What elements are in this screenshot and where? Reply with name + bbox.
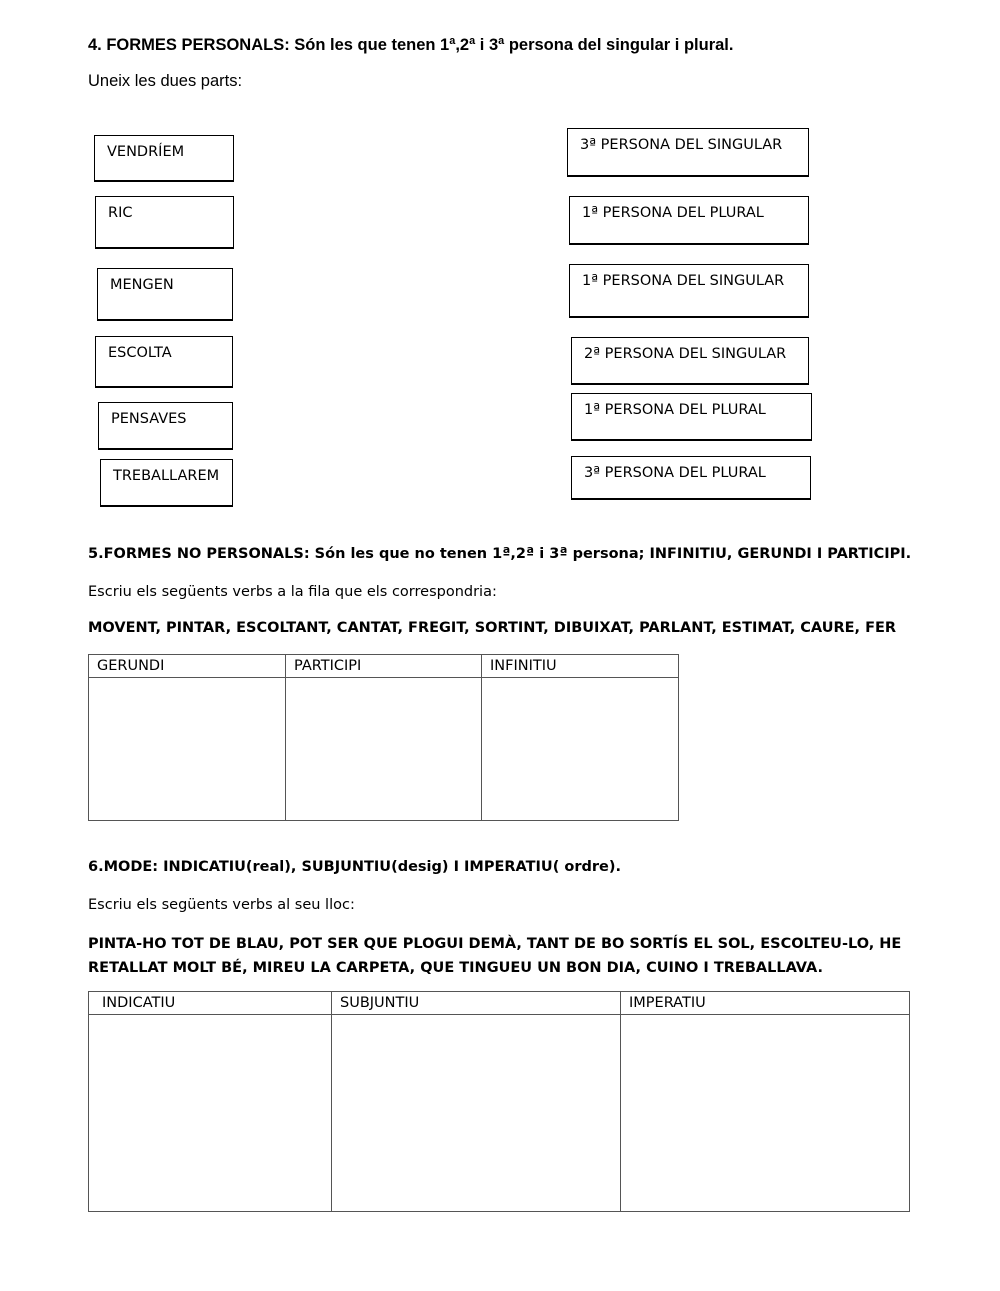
verb-box-2[interactable] bbox=[95, 196, 234, 249]
verb-label: PENSAVES bbox=[111, 411, 187, 427]
person-box-4[interactable] bbox=[571, 337, 809, 385]
table-answer-row bbox=[89, 1015, 910, 1212]
verb-box-4[interactable] bbox=[95, 336, 233, 388]
verb-label: MENGEN bbox=[110, 277, 174, 293]
person-label: 1ª PERSONA DEL PLURAL bbox=[584, 402, 766, 418]
verb-box-1[interactable] bbox=[94, 135, 234, 182]
person-label: 1ª PERSONA DEL PLURAL bbox=[582, 205, 764, 221]
verb-box-5[interactable] bbox=[98, 402, 233, 450]
section5-instruction: Escriu els següents verbs a la fila que els correspondria: bbox=[88, 584, 497, 600]
section6-instruction: Escriu els següents verbs al seu lloc: bbox=[88, 897, 355, 913]
column-header-imperatiu: IMPERATIU bbox=[621, 992, 910, 1015]
table-header-row bbox=[89, 655, 679, 678]
answer-cell-subjuntiu[interactable] bbox=[332, 1015, 621, 1212]
person-box-6[interactable] bbox=[571, 456, 811, 500]
answer-cell-gerundi[interactable] bbox=[89, 678, 286, 821]
verb-box-3[interactable] bbox=[97, 268, 233, 321]
section6-title: 6.MODE: INDICATIU(real), SUBJUNTIU(desig) I IMPERATIU( ordre). bbox=[88, 859, 621, 875]
person-label: 3ª PERSONA DEL SINGULAR bbox=[580, 137, 783, 153]
column-header-participi: PARTICIPI bbox=[286, 655, 482, 678]
verb-label: ESCOLTA bbox=[108, 345, 172, 361]
person-box-2[interactable] bbox=[569, 196, 809, 245]
verb-box-6[interactable] bbox=[100, 459, 233, 507]
verb-label: VENDRÍEM bbox=[107, 144, 185, 160]
section4-title: 4. FORMES PERSONALS: Són les que tenen 1ª,2ª i 3ª persona del singular i plural. bbox=[88, 36, 734, 54]
person-label: 2ª PERSONA DEL SINGULAR bbox=[584, 346, 787, 362]
column-header-indicatiu: INDICATIU bbox=[89, 992, 332, 1015]
person-label: 3ª PERSONA DEL PLURAL bbox=[584, 465, 766, 481]
column-header-subjuntiu: SUBJUNTIU bbox=[332, 992, 621, 1015]
section5-title: 5.FORMES NO PERSONALS: Són les que no tenen 1ª,2ª i 3ª persona; INFINITIU, GERUNDI I PARTICIPI. bbox=[88, 546, 912, 562]
section6-verb-list: PINTA-HO TOT DE BLAU, POT SER QUE PLOGUI DEMÀ, TANT DE BO SORTÍS EL SOL, ESCOLTEU-LO, HE RETALLAT MOLT BÉ, MIREU LA CARPETA, QUE TINGUEU UN BON DIA, CUINO I TREBALLAVA. bbox=[88, 936, 902, 976]
mode-table bbox=[88, 991, 910, 1212]
section5-verb-list: MOVENT, PINTAR, ESCOLTANT, CANTAT, FREGIT, SORTINT, DIBUIXAT, PARLANT, ESTIMAT, CAURE, FER bbox=[88, 620, 897, 636]
person-box-5[interactable] bbox=[571, 393, 812, 441]
table-answer-row bbox=[89, 678, 679, 821]
table-header-row bbox=[89, 992, 910, 1015]
verb-label: RIC bbox=[108, 205, 133, 221]
answer-cell-participi[interactable] bbox=[286, 678, 482, 821]
nonpersonal-table bbox=[88, 654, 679, 821]
person-box-1[interactable] bbox=[567, 128, 809, 177]
answer-cell-infinitiu[interactable] bbox=[482, 678, 679, 821]
answer-cell-imperatiu[interactable] bbox=[621, 1015, 910, 1212]
section4-instruction: Uneix les dues parts: bbox=[88, 72, 243, 90]
verb-label: TREBALLAREM bbox=[113, 468, 220, 484]
person-box-3[interactable] bbox=[569, 264, 809, 318]
person-label: 1ª PERSONA DEL SINGULAR bbox=[582, 273, 785, 289]
column-header-gerundi: GERUNDI bbox=[89, 655, 286, 678]
answer-cell-indicatiu[interactable] bbox=[89, 1015, 332, 1212]
column-header-infinitiu: INFINITIU bbox=[482, 655, 679, 678]
